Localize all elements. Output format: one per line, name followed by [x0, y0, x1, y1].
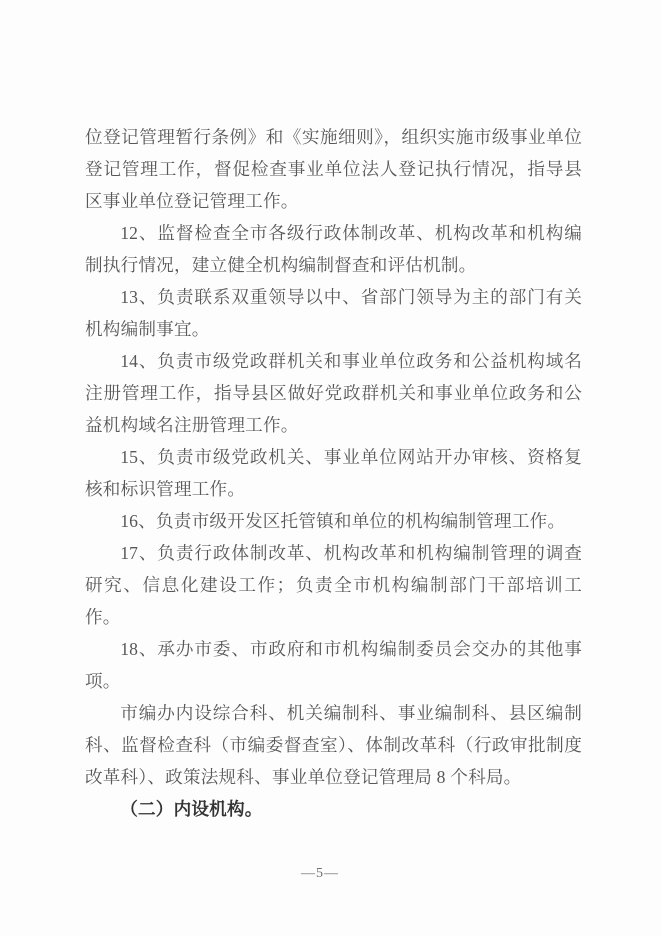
- paragraph: 位登记管理暂行条例》和《实施细则》，组织实施市级事业单位登记管理工作，督促检查事业单位法人登记执行情况，指导县区事业单位登记管理工作。: [85, 127, 582, 211]
- paragraph: 13、负责联系双重领导以中、省部门领导为主的部门有关机构编制事宜。: [85, 287, 582, 339]
- section-heading: （二）内设机构。: [120, 799, 263, 819]
- document-body: [85, 121, 582, 825]
- paragraph: 17、负责行政体制改革、机构改革和机构编制管理的调查研究、信息化建设工作；负责全市机构编制部门干部培训工作。: [85, 543, 582, 627]
- paragraph: 15、负责市级党政机关、事业单位网站开办审核、资格复核和标识管理工作。: [85, 447, 582, 499]
- paragraph: 市编办内设综合科、机关编制科、事业编制科、县区编制科、监督检查科（市编委督查室）、体制改革科（行政审批制度改革科）、政策法规科、事业单位登记管理局 8 个科局。: [85, 703, 582, 787]
- paragraph: 16、负责市级开发区托管镇和单位的机构编制管理工作。: [120, 511, 566, 531]
- paragraph: 12、监督检查全市各级行政体制改革、机构改革和机构编制执行情况，建立健全机构编制督查和评估机制。: [85, 223, 582, 275]
- page-number: —5—: [301, 866, 339, 881]
- paragraph: 14、负责市级党政群机关和事业单位政务和公益机构域名注册管理工作，指导县区做好党政群机关和事业单位政务和公益机构域名注册管理工作。: [85, 351, 582, 435]
- paragraph: 18、承办市委、市政府和市机构编制委员会交办的其他事项。: [85, 639, 582, 691]
